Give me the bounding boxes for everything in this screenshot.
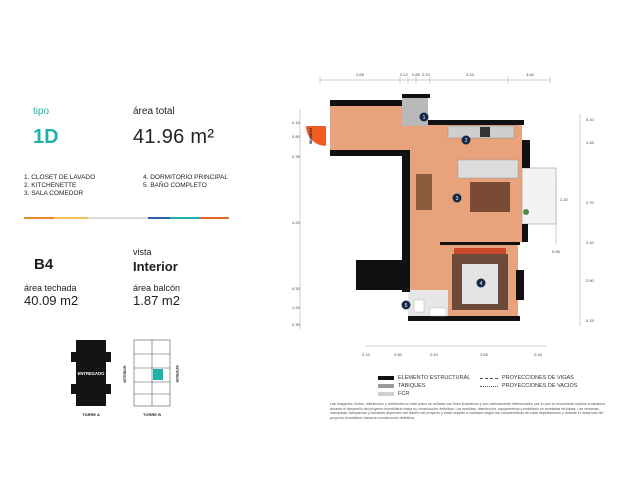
interior-label-left: INTERIOR <box>123 365 127 383</box>
room-list-left <box>24 174 95 198</box>
dim-right: 0.10 <box>586 117 594 122</box>
legend-swatch-fcr <box>378 392 394 396</box>
legend-line-label: PROYECCIONES DE VIGAS <box>502 375 574 381</box>
legend-line-label: PROYECCIONES DE VACIOS <box>502 383 578 389</box>
dim-right: 0.10 <box>586 240 594 245</box>
tipo-value: 1D <box>33 126 59 148</box>
dim-top: 3.10 <box>466 72 474 77</box>
legend-item: ELEMENTO ESTRUCTURAL <box>398 375 471 381</box>
dim-right: 2.70 <box>586 200 594 205</box>
dim-right: 0.15 <box>586 318 594 323</box>
unit-code: B4 <box>34 256 54 273</box>
tower-key-plan <box>68 334 188 424</box>
legend-swatch-tabiques <box>378 384 394 388</box>
dim-left: 0.80 <box>292 134 300 139</box>
room-item: 2. KITCHENETTE <box>24 182 77 189</box>
toilet-icon <box>414 300 424 312</box>
dim-top: 2.65 <box>356 72 364 77</box>
dim-right: 2.90 <box>586 278 594 283</box>
dim-left: 1.20 <box>292 305 300 310</box>
disclaimer-text: Las imágenes, textos, distribución y ambientes en este plano se señalan con fines ilustrativos y son estrictamente referenciales, por lo que se encuentran sujetos a variación durante el desarrollo del proyecto inmobiliario hasta su construcción definitiva. Las medidas, distribución, equipamiento y mobiliario no reveladas incluidas. Las ventanas, mamparas, tabiquerías y fachadas dependen del diseño del proyecto y están sujetas a variación según las características de cada departamento y durante el desarrollo del proyecto inmobiliario hasta su construcción definitiva. <box>330 402 606 420</box>
area-total-label: área total <box>133 106 175 117</box>
room-item: 1. CLOSET DE LAVADO <box>24 174 96 181</box>
top-dimension-line <box>320 77 550 83</box>
headboard-icon <box>454 248 506 254</box>
room-number-2: 2 <box>464 138 468 144</box>
tipo-label: tipo <box>33 106 50 117</box>
area-total-value: 41.96 m² <box>133 126 215 148</box>
dim-bottom: 2.10 <box>362 352 370 357</box>
room-item: 4. DORMITORIO PRINCIPAL <box>143 174 228 181</box>
dining-table-icon <box>416 174 432 210</box>
living-rug <box>470 182 510 212</box>
dim-right: 1.45 <box>586 140 594 145</box>
dim-left: 0.35 <box>292 154 300 159</box>
dim-left: 0.30 <box>292 286 300 291</box>
room-number-4: 4 <box>479 281 483 287</box>
dim-right: 2.20 <box>560 197 568 202</box>
torre-a-label: TORRE A <box>82 412 100 417</box>
floor-plan <box>290 64 610 364</box>
dim-left: 4.20 <box>292 220 300 225</box>
dim-left: 0.30 <box>292 322 300 327</box>
dim-top: 0.80 <box>412 72 420 77</box>
legend-item: FCR <box>398 391 410 397</box>
legend-line-vacios <box>480 386 498 387</box>
legend-swatch-structural <box>378 376 394 380</box>
dim-bottom: 0.10 <box>430 352 438 357</box>
tower-b-block <box>134 340 170 406</box>
dim-left: 0.15 <box>292 120 300 125</box>
entregado-label: ENTREGADO <box>77 371 105 376</box>
room-number-3: 3 <box>455 196 459 202</box>
color-divider <box>24 217 229 219</box>
legend <box>378 376 608 402</box>
dim-bottom: 0.15 <box>534 352 542 357</box>
dim-top: 0.10 <box>422 72 430 77</box>
cooktop-icon <box>480 127 490 137</box>
interior-label-right: INTERIOR <box>175 365 179 383</box>
dim-top: 0.12 <box>400 72 408 77</box>
room-number-1: 1 <box>422 115 426 121</box>
entrance-label: INGRESO <box>309 127 313 145</box>
vista-value: Interior <box>133 259 178 274</box>
dim-bottom: 2.50 <box>394 352 402 357</box>
area-techada-value: 40.09 m2 <box>24 293 79 308</box>
room-number-5: 5 <box>404 303 408 309</box>
room-item: 3. SALA COMEDOR <box>24 190 84 197</box>
room-item: 5. BAÑO COMPLETO <box>143 182 207 189</box>
sofa-icon <box>458 160 518 178</box>
area-techada-label: área techada <box>24 283 77 293</box>
unit-highlight <box>153 369 163 380</box>
dim-bottom: 3.55 <box>480 352 488 357</box>
room-list-right <box>143 174 228 190</box>
legend-item: TABIQUES <box>398 383 426 389</box>
legend-line-vigas <box>480 378 498 379</box>
sink-icon <box>430 308 446 316</box>
area-balcon-label: área balcón <box>133 283 181 293</box>
dim-right: 0.95 <box>552 249 560 254</box>
plant-icon <box>523 209 529 215</box>
dim-top: 3.60 <box>526 72 534 77</box>
area-balcon-value: 1.87 m2 <box>133 293 180 308</box>
vista-label: vista <box>133 247 152 257</box>
torre-b-label: TORRE B <box>143 412 161 417</box>
right-dimension-line <box>556 114 580 326</box>
